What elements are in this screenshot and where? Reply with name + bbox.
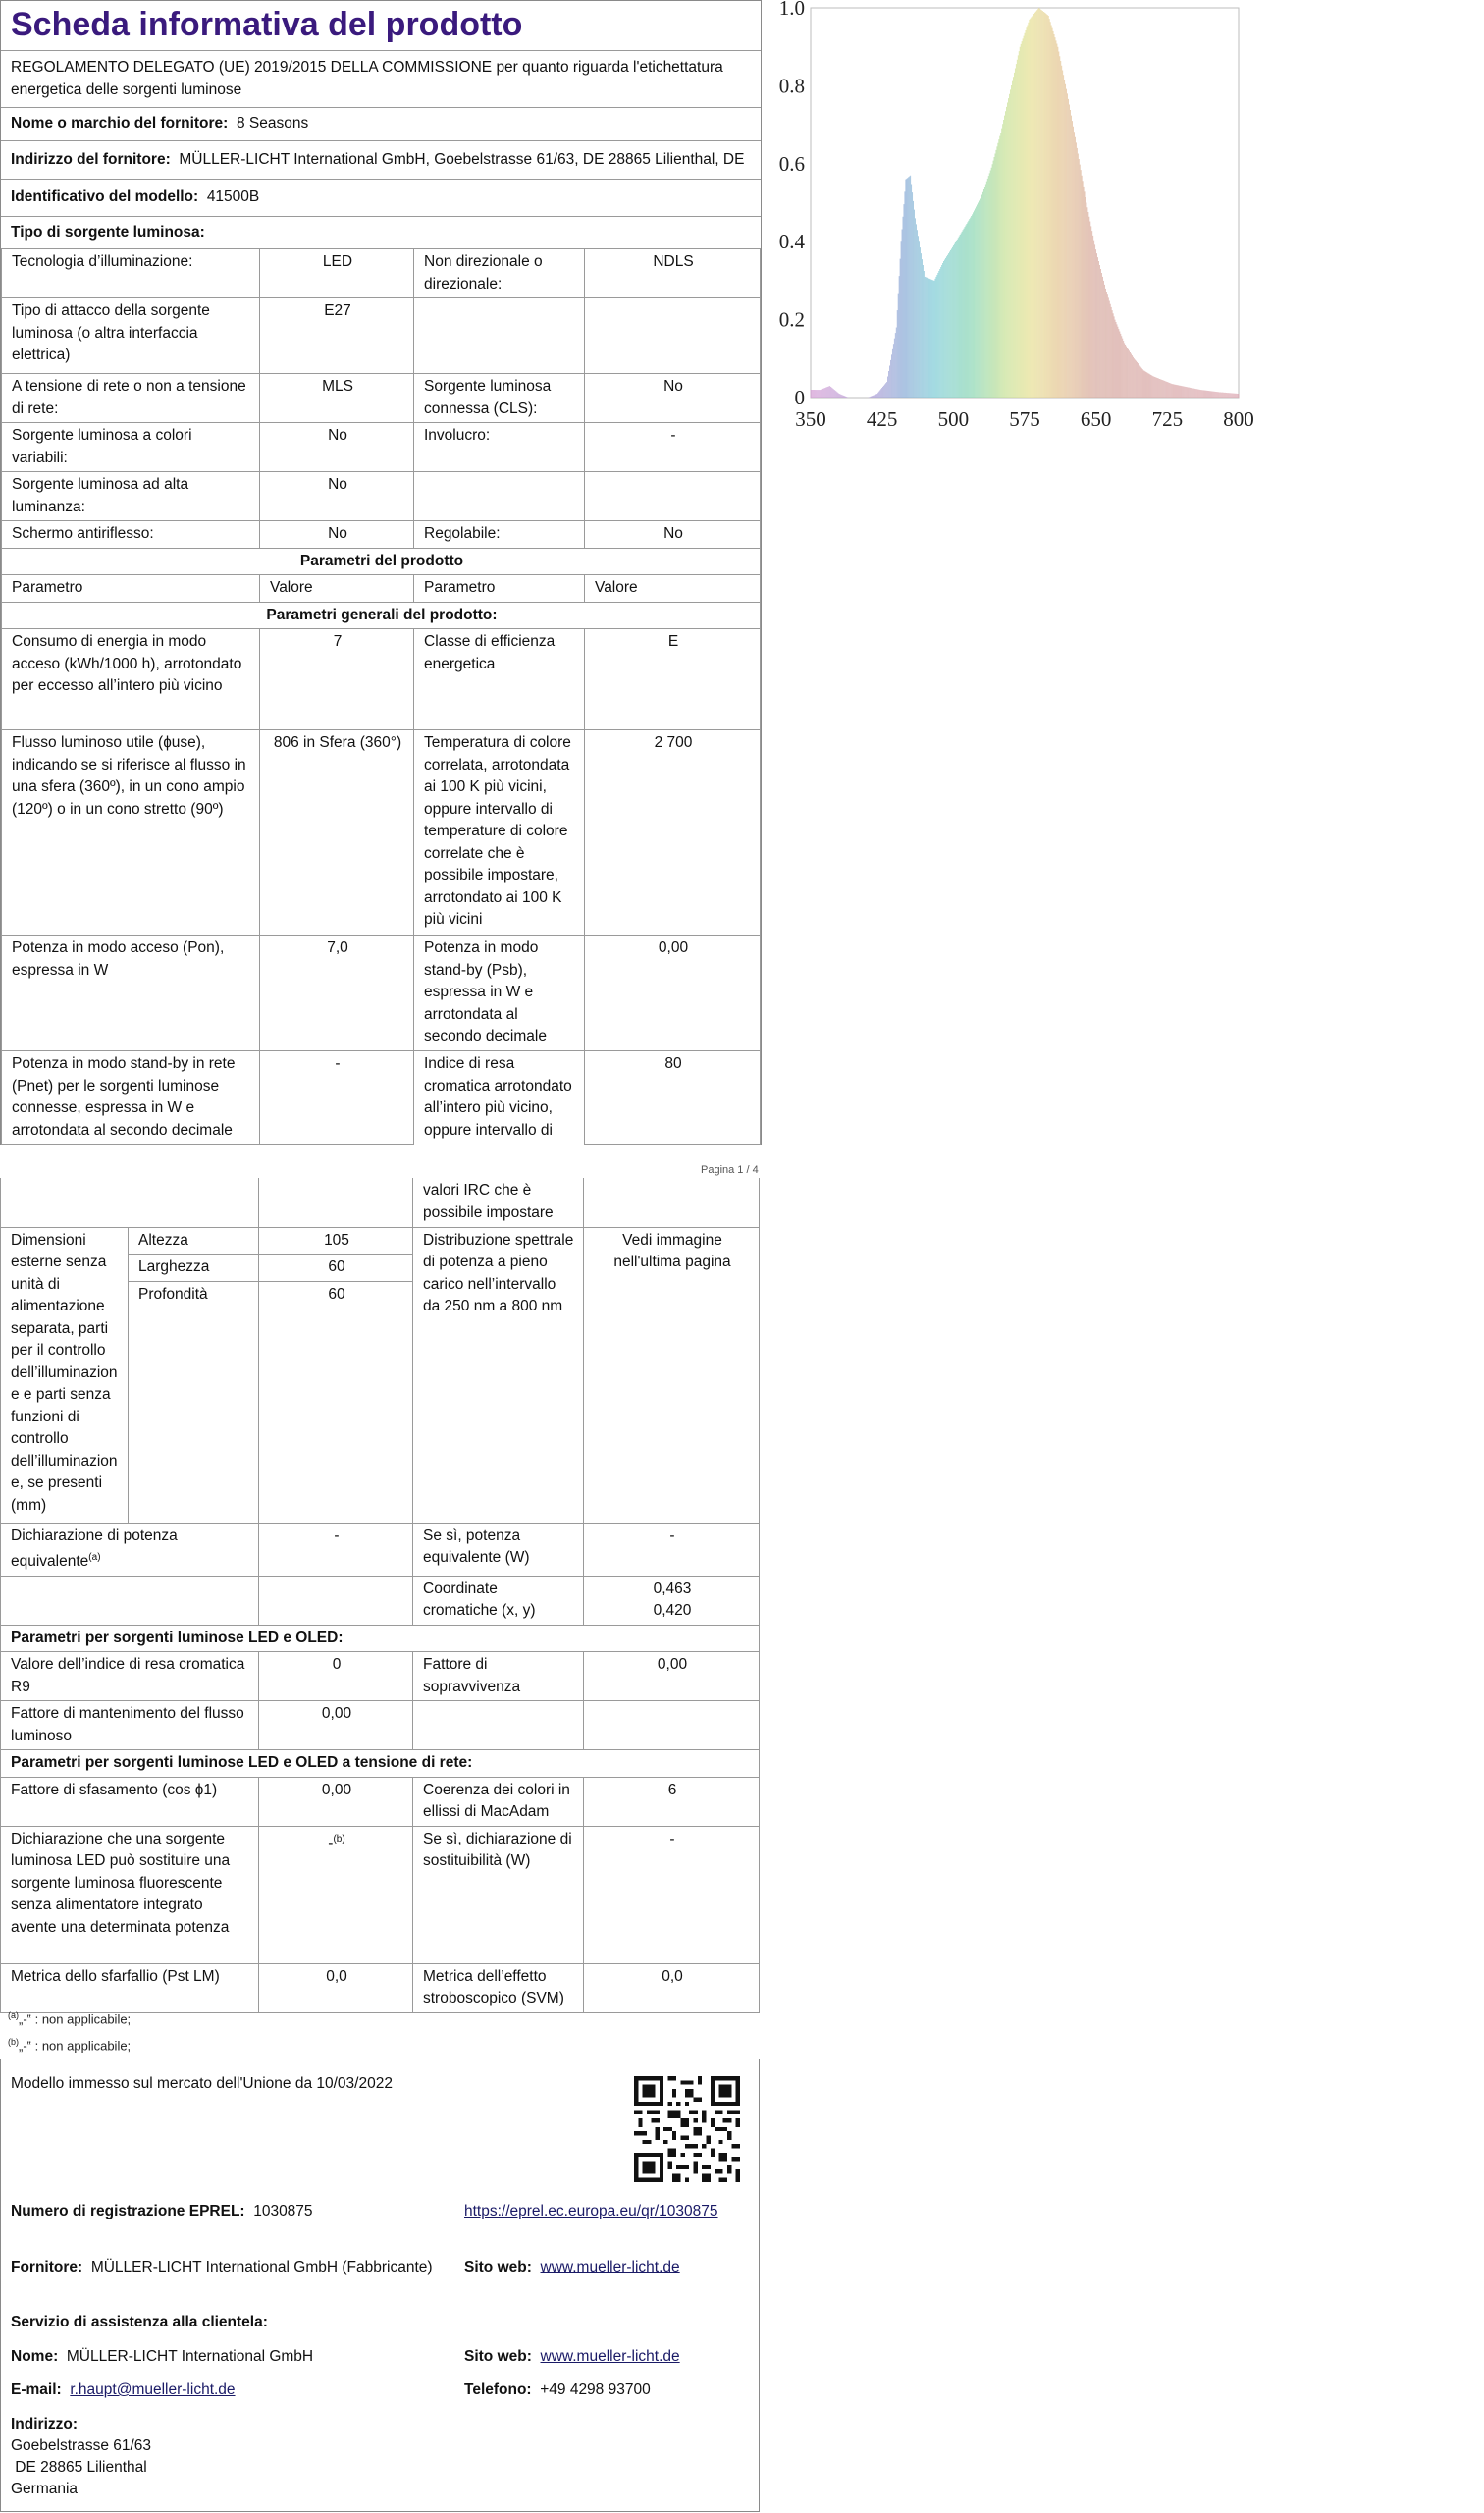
spectral-distribution-chart (762, 0, 1484, 442)
address-line: Germania (11, 2481, 79, 2497)
dimension-label: Profondità (129, 1281, 259, 1523)
general-section-row (2, 602, 761, 629)
eprel-reg-row (11, 2201, 313, 2223)
empty-cell (584, 1178, 760, 1227)
type-value (585, 472, 761, 521)
led-section-row (1, 1625, 760, 1652)
replace-value: - (328, 1834, 334, 1851)
param-label: Potenza in modo acceso (Pon), espressa in W (2, 936, 260, 1051)
address-line: DE 28865 Lilienthal (11, 2459, 147, 2476)
param-value: 0,0 (259, 1963, 413, 2012)
supplier-address-value: MÜLLER-LICHT International GmbH, Goebelstrasse 61/63, DE 28865 Lilienthal, DE (179, 150, 745, 168)
address-line: Goebelstrasse 61/63 (11, 2437, 152, 2454)
y-tick-label: 0.4 (778, 230, 805, 254)
y-tick-label: 1.0 (778, 0, 805, 20)
empty-cell (259, 1178, 413, 1227)
type-value: MLS (260, 374, 414, 423)
y-tick-label: 0.2 (778, 307, 805, 332)
eprel-reg-label: Numero di registrazione EPREL: (11, 2203, 245, 2219)
type-value: No (585, 521, 761, 549)
param-label: Valore dell’indice di resa cromatica R9 (1, 1652, 259, 1701)
param-value (259, 1826, 413, 1963)
param-label: Coordinate cromatiche (x, y) (413, 1576, 584, 1625)
param-value: E (585, 629, 761, 730)
chroma-x: 0,463 (653, 1579, 692, 1597)
table-row (2, 423, 761, 472)
param-label: Classe di efficienza energetica (414, 629, 585, 730)
table-row (1, 1178, 760, 1227)
x-tick-label: 425 (866, 407, 898, 431)
column-header: Parametro (2, 575, 260, 603)
empty-cell (259, 1576, 413, 1625)
param-value: - (259, 1523, 413, 1576)
type-label: A tensione di rete o non a tensione di rete: (2, 374, 260, 423)
qr-code-icon (634, 2076, 740, 2182)
type-label: Regolabile: (414, 521, 585, 549)
model-row (1, 180, 761, 217)
model-value: 41500B (206, 188, 260, 205)
empty-cell (584, 1701, 760, 1750)
supplier-name-row (1, 108, 761, 141)
table-row (2, 730, 761, 936)
param-label: Temperatura di colore correlata, arrotondata ai 100 K più vicini, oppure intervallo di temperature di colore correlate che è possibile impostare, arrotondato ai 100 K più vicini (414, 730, 585, 936)
param-label (1, 1523, 259, 1576)
supplier-value: MÜLLER-LICHT International GmbH (Fabbricante) (90, 2259, 433, 2275)
y-tick-label: 0.8 (778, 74, 805, 98)
dimension-value: 105 (259, 1227, 413, 1255)
table-row (2, 629, 761, 730)
param-value: 0 (259, 1652, 413, 1701)
type-label: Sorgente luminosa connessa (CLS): (414, 374, 585, 423)
address-label: Indirizzo: (11, 2416, 79, 2433)
table-row (2, 936, 761, 1051)
table-row (2, 521, 761, 549)
type-label: Involucro: (414, 423, 585, 472)
supplier-name-label: Nome o marchio del fornitore: (11, 115, 229, 132)
param-value: 2 700 (585, 730, 761, 936)
type-label (414, 472, 585, 521)
param-label: Se sì, potenza equivalente (W) (413, 1523, 584, 1576)
supplier-address-label: Indirizzo del fornitore: (11, 150, 171, 168)
general-section-title: Parametri generali del prodotto: (2, 602, 761, 629)
service-title: Servizio di assistenza alla clientela: (11, 2314, 268, 2330)
type-value: No (260, 472, 414, 521)
mains-section-title: Parametri per sorgenti luminose LED e OLED a tensione di rete: (1, 1750, 760, 1778)
led-section-title: Parametri per sorgenti luminose LED e OLED: (1, 1625, 760, 1652)
x-tick-label: 650 (1080, 407, 1112, 431)
param-label: Metrica dello sfarfallio (Pst LM) (1, 1963, 259, 2012)
table-row (1, 1826, 760, 1963)
param-label: Potenza in modo stand-by in rete (Pnet) per le sorgenti luminose connesse, espressa in W e arrotondata al secondo decimale (2, 1051, 260, 1145)
type-value: No (260, 423, 414, 472)
footnote-b (8, 2033, 131, 2055)
supplier-name-value: 8 Seasons (236, 115, 309, 132)
param-label: Fattore di sopravvivenza (413, 1652, 584, 1701)
type-value: No (260, 521, 414, 549)
service-website-row (464, 2346, 680, 2369)
page-title: Scheda informativa del prodotto (1, 1, 761, 51)
table-row (1, 1576, 760, 1625)
param-value: 0,00 (585, 936, 761, 1051)
service-website-link[interactable]: www.mueller-licht.de (540, 2348, 680, 2365)
source-type-heading: Tipo di sorgente luminosa: (11, 223, 205, 241)
page-number: Pagina 1 / 4 (701, 1164, 759, 1176)
table-row (1, 1777, 760, 1826)
service-name-label: Nome: (11, 2348, 59, 2365)
table-row (1, 1963, 760, 2012)
table-row (1, 1652, 760, 1701)
type-value: No (585, 374, 761, 423)
email-link[interactable]: r.haupt@mueller-licht.de (70, 2381, 236, 2398)
y-tick-label: 0.6 (778, 151, 805, 176)
params-header-row (2, 575, 761, 603)
type-label: Sorgente luminosa a colori variabili: (2, 423, 260, 472)
param-value: 0,00 (259, 1701, 413, 1750)
x-tick-label: 725 (1151, 407, 1184, 431)
table-row (2, 1051, 761, 1145)
phone-row (464, 2379, 651, 2402)
param-label: Coerenza dei colori in ellissi di MacAdam (413, 1777, 584, 1826)
table-row (2, 374, 761, 423)
param-value: - (584, 1523, 760, 1576)
column-header: Parametro (414, 575, 585, 603)
param-value: 7 (260, 629, 414, 730)
website-label: Sito web: (464, 2259, 532, 2275)
type-label (414, 298, 585, 374)
email-label: E-mail: (11, 2381, 62, 2398)
footnote-text: „-‟ : non applicabile; (19, 2011, 132, 2027)
y-tick-label: 0 (794, 386, 805, 409)
param-label: Indice di resa cromatica arrotondato all’intero più vicino, oppure intervallo di (414, 1051, 585, 1145)
param-value: 7,0 (260, 936, 414, 1051)
type-label: Sorgente luminosa ad alta luminanza: (2, 472, 260, 521)
service-name-row (11, 2346, 313, 2369)
param-value: 80 (585, 1051, 761, 1145)
model-label: Identificativo del modello: (11, 188, 199, 205)
website-link[interactable]: www.mueller-licht.de (540, 2259, 680, 2275)
param-label: Metrica dell’effetto stroboscopico (SVM) (413, 1963, 584, 2012)
param-label: Dichiarazione che una sorgente luminosa LED può sostituire una sorgente luminosa fluorescente senza alimentatore integrato avente una determinata potenza (1, 1826, 259, 1963)
param-value: - (584, 1826, 760, 1963)
param-label: Flusso luminoso utile (ɸuse), indicando se si riferisce al flusso in una sfera (360º), in un cono ampio (120º) o in un cono stretto (90º) (2, 730, 260, 936)
param-value: 6 (584, 1777, 760, 1826)
param-label: Potenza in modo stand-by (Psb), espressa in W e arrotondata al secondo decimale (414, 936, 585, 1051)
type-value: NDLS (585, 249, 761, 298)
eprel-box (0, 2059, 760, 2512)
email-row (11, 2379, 236, 2402)
dimension-label: Larghezza (129, 1255, 259, 1282)
footnote-ref: (a) (88, 1552, 101, 1563)
param-label: Consumo di energia in modo acceso (kWh/1000 h), arrotondato per eccesso all’intero più vicino (2, 629, 260, 730)
empty-cell (1, 1178, 259, 1227)
x-axis-ticks (795, 407, 1254, 431)
type-value: - (585, 423, 761, 472)
empty-cell (413, 1701, 584, 1750)
supplier-row (11, 2257, 452, 2279)
spd-label: Distribuzione spettrale di potenza a pieno carico nell’intervallo da 250 nm a 800 nm (413, 1227, 584, 1523)
table-row (2, 249, 761, 298)
dimension-value: 60 (259, 1281, 413, 1523)
footnote-marker: (b) (8, 2037, 19, 2047)
dimension-label: Altezza (129, 1227, 259, 1255)
equiv-label: Dichiarazione di potenza equivalente (11, 1526, 178, 1571)
footnote-ref: (b) (333, 1833, 345, 1845)
table-row (1, 1701, 760, 1750)
market-date: Modello immesso sul mercato dell'Unione da 10/03/2022 (11, 2075, 393, 2092)
footnote-text: „-‟ : non applicabile; (19, 2038, 132, 2054)
type-label: Non direzionale o direzionale: (414, 249, 585, 298)
dimension-value: 60 (259, 1255, 413, 1282)
param-value: - (260, 1051, 414, 1145)
param-value: 806 in Sfera (360°) (260, 730, 414, 936)
type-label: Tecnologia d’illuminazione: (2, 249, 260, 298)
footnote-marker: (a) (8, 2010, 19, 2020)
type-label: Tipo di attacco della sorgente luminosa (o altra interfaccia elettrica) (2, 298, 260, 374)
column-header: Valore (585, 575, 761, 603)
spd-value: Vedi immagine nell'ultima pagina (584, 1227, 760, 1523)
phone-label: Telefono: (464, 2381, 532, 2398)
params-section-title: Parametri del prodotto (2, 548, 761, 575)
website-row (464, 2257, 680, 2279)
footnote-a (8, 2006, 131, 2028)
params-section-row (2, 548, 761, 575)
empty-cell (1, 1576, 259, 1625)
source-type-table (1, 248, 761, 1145)
x-tick-label: 800 (1223, 407, 1254, 431)
type-label: Schermo antiriflesso: (2, 521, 260, 549)
type-value: E27 (260, 298, 414, 374)
service-website-label: Sito web: (464, 2348, 532, 2365)
param-value: 0,0 (584, 1963, 760, 2012)
phone-value: +49 4298 93700 (540, 2381, 651, 2398)
param-value (584, 1576, 760, 1625)
x-tick-label: 500 (937, 407, 970, 431)
table-row (2, 298, 761, 374)
y-axis-ticks (779, 0, 806, 409)
param-label: Fattore di mantenimento del flusso luminoso (1, 1701, 259, 1750)
params-continued-table (0, 1178, 760, 2013)
table-row (2, 472, 761, 521)
param-value: 0,00 (584, 1652, 760, 1701)
datasheet-page-2 (0, 1178, 760, 2013)
param-label: Se sì, dichiarazione di sostituibilità (W) (413, 1826, 584, 1963)
param-value: 0,00 (259, 1777, 413, 1826)
column-header: Valore (260, 575, 414, 603)
param-label: Fattore di sfasamento (cos ɸ1) (1, 1777, 259, 1826)
dimensions-label: Dimensioni esterne senza unità di alimentazione separata, parti per il controllo dell’illuminazione e parti senza funzioni di controllo dell’illuminazione, se presenti (mm) (1, 1227, 129, 1523)
table-row (1, 1227, 760, 1255)
supplier-label: Fornitore: (11, 2259, 83, 2275)
irc-continued-label: valori IRC che è possibile impostare (413, 1178, 584, 1227)
x-tick-label: 575 (1009, 407, 1040, 431)
x-tick-label: 350 (795, 407, 826, 431)
eprel-reg-value: 1030875 (253, 2203, 313, 2219)
chroma-y: 0,420 (653, 1602, 692, 1620)
regulation-text: REGOLAMENTO DELEGATO (UE) 2019/2015 DELLA COMMISSIONE per quanto riguarda l'etichettatura energetica delle sorgenti luminose (1, 51, 761, 108)
datasheet-page-1 (0, 0, 762, 1145)
eprel-qr-link[interactable]: https://eprel.ec.europa.eu/qr/1030875 (464, 2203, 718, 2219)
table-row (1, 1523, 760, 1576)
mains-section-row (1, 1750, 760, 1778)
type-value (585, 298, 761, 374)
supplier-address-row (1, 141, 761, 181)
service-name-value: MÜLLER-LICHT International GmbH (66, 2348, 314, 2365)
type-value: LED (260, 249, 414, 298)
